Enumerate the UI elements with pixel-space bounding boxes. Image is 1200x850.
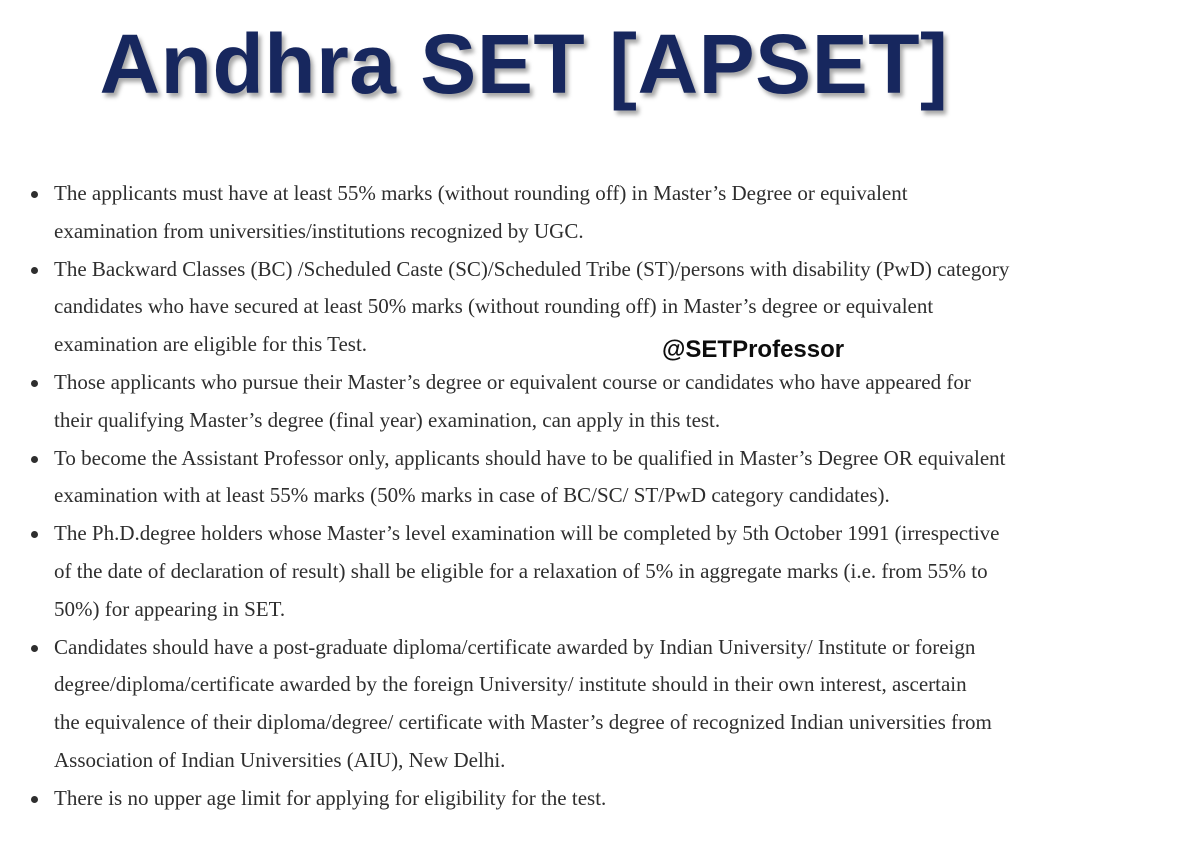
- eligibility-list: [0, 175, 1200, 818]
- list-item: [0, 440, 1200, 516]
- list-item-line: The Backward Classes (BC) /Scheduled Caste (SC)/Scheduled Tribe (ST)/persons with disability (PwD) category: [54, 256, 1010, 281]
- list-item-line: To become the Assistant Professor only, applicants should have to be qualified in Master’s Degree OR equivalent: [54, 445, 1006, 470]
- list-item: [0, 780, 1200, 818]
- list-item-line: Candidates should have a post-graduate diploma/certificate awarded by Indian University/ Institute or foreign: [54, 634, 976, 659]
- list-item: [0, 364, 1200, 440]
- list-item-line: The Ph.D.degree holders whose Master’s level examination will be completed by 5th October 1991 (irrespective: [54, 521, 1000, 546]
- list-item-line: the equivalence of their diploma/degree/ certificate with Master’s degree of recognized Indian universities from: [54, 710, 992, 735]
- list-item-line: of the date of declaration of result) shall be eligible for a relaxation of 5% in aggregate marks (i.e. from 55% to: [54, 558, 988, 583]
- list-item: [0, 629, 1200, 780]
- watermark-handle: @SETProfessor: [662, 336, 845, 363]
- list-item: [0, 175, 1200, 251]
- list-item-line: Association of Indian Universities (AIU), New Delhi.: [54, 747, 506, 772]
- list-item: [0, 251, 1200, 364]
- list-item-line: their qualifying Master’s degree (final year) examination, can apply in this test.: [54, 407, 721, 432]
- list-item-line: examination are eligible for this Test.: [54, 332, 368, 357]
- list-item-line: Those applicants who pursue their Master’s degree or equivalent course or candidates who have appeared for: [54, 369, 971, 394]
- list-item-line: 50%) for appearing in SET.: [54, 596, 286, 621]
- page-title: Andhra SET [APSET]: [99, 17, 949, 111]
- list-item-line: examination with at least 55% marks (50% marks in case of BC/SC/ ST/PwD category candidates).: [54, 483, 890, 508]
- list-item-line: candidates who have secured at least 50% marks (without rounding off) in Master’s degree or equivalent: [54, 294, 934, 319]
- list-item-line: The applicants must have at least 55% marks (without rounding off) in Master’s Degree or equivalent: [54, 181, 908, 205]
- list-item: [0, 515, 1200, 628]
- list-item-line: There is no upper age limit for applying for eligibility for the test.: [54, 785, 607, 810]
- list-item-line: degree/diploma/certificate awarded by the foreign University/ institute should in their own interest, ascertain: [54, 672, 967, 697]
- list-item-line: examination from universities/institutions recognized by UGC.: [54, 218, 584, 243]
